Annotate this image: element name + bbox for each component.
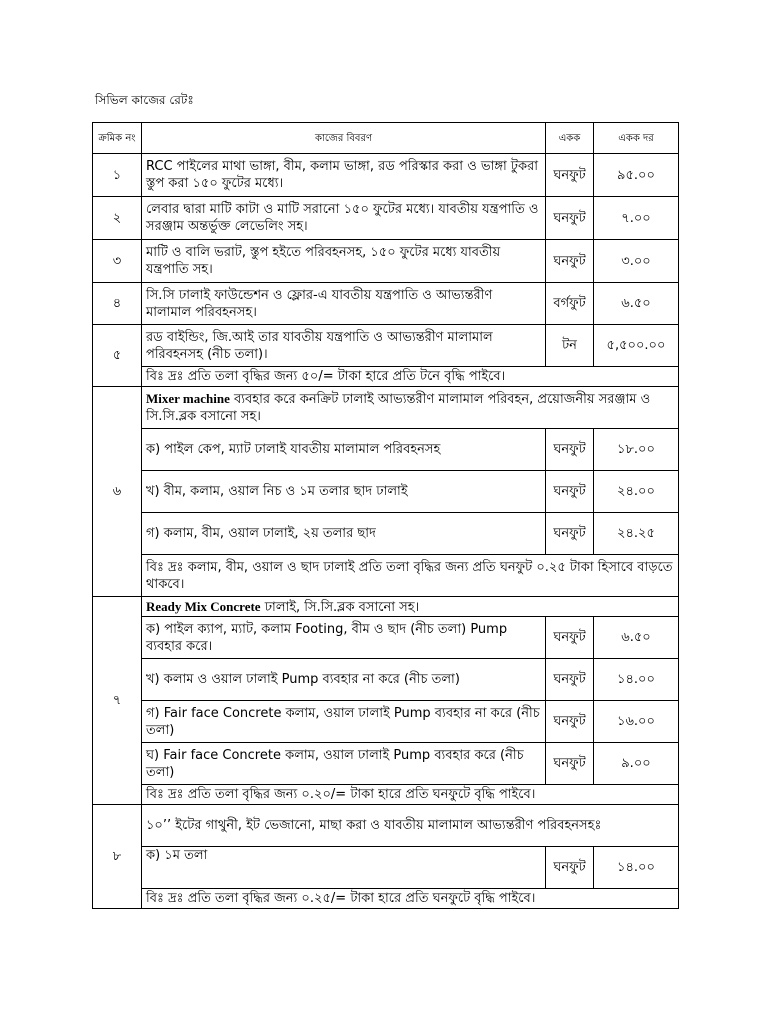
table-row bbox=[93, 743, 679, 785]
row-description: ঘ) Fair face Concrete কলাম, ওয়াল ঢালাই Pump ব্যবহার করে (নীচ তলা) bbox=[142, 743, 546, 785]
row-serial: ১ bbox=[93, 154, 142, 197]
section-heading-bold: Ready Mix Concrete bbox=[146, 598, 261, 614]
row-rate: ১৪.০০ bbox=[594, 659, 679, 701]
row-serial: ৫ bbox=[93, 325, 142, 387]
rate-table bbox=[92, 122, 679, 909]
row-serial: ৪ bbox=[93, 283, 142, 325]
row-description: লেবার দ্বারা মাটি কাটা ও মাটি সরানো ১৫০ ফুটের মধ্যে। যাবতীয় যন্ত্রপাতি ও সরঞ্জাম অন্তর্ভুক্ত লেভেলিং সহ। bbox=[142, 197, 546, 240]
row-unit: ঘনফুট bbox=[546, 513, 594, 555]
row-note: বিঃ দ্রঃ প্রতি তলা বৃদ্ধির জন্য ০.২৫/= টাকা হারে প্রতি ঘনফুটে বৃদ্ধি পাইবে। bbox=[142, 889, 679, 909]
row-rate: ৭.০০ bbox=[594, 197, 679, 240]
section-heading-text: ঢালাই, সি.সি.ব্লক বসানো সহ। bbox=[260, 599, 420, 615]
row-unit: ঘনফুট bbox=[546, 429, 594, 471]
row-unit: ঘনফুট bbox=[546, 617, 594, 659]
note-row bbox=[93, 889, 679, 909]
row-unit: ঘনফুট bbox=[546, 701, 594, 743]
table-row bbox=[93, 429, 679, 471]
row-unit: ঘনফুট bbox=[546, 154, 594, 197]
note-row bbox=[93, 367, 679, 387]
row-rate: ৬.৫০ bbox=[594, 617, 679, 659]
row-description: মাটি ও বালি ভরাট, স্তুপ হইতে পরিবহনসহ, ১৫০ ফুটের মধ্যে যাবতীয় যন্ত্রপাতি সহ। bbox=[142, 240, 546, 283]
row-description: গ) কলাম, বীম, ওয়াল ঢালাই, ২য় তলার ছাদ bbox=[142, 513, 546, 555]
row-description: সি.সি ঢালাই ফাউন্ডেশন ও ফ্লোর-এ যাবতীয় যন্ত্রপাতি ও আভ্যন্তরীণ মালামাল পরিবহনসহ। bbox=[142, 283, 546, 325]
table-row bbox=[93, 847, 679, 889]
row-description: খ) বীম, কলাম, ওয়াল নিচ ও ১ম তলার ছাদ ঢালাই bbox=[142, 471, 546, 513]
table-row bbox=[93, 154, 679, 197]
row-description: RCC পাইলের মাথা ভাঙ্গা, বীম, কলাম ভাঙ্গা, রড পরিস্কার করা ও ভাঙ্গা টুকরা স্তুপ করা ১৫০ ফুটের মধ্যে। bbox=[142, 154, 546, 197]
section-heading: ১০’’ ইটের গাথুনী, ইট ভেজানো, মাছা করা ও যাবতীয় মালামাল আভ্যন্তরীণ পরিবহনসহঃ bbox=[142, 805, 679, 847]
header-description: কাজের বিবরণ bbox=[142, 123, 546, 154]
section-heading-bold: Mixer machine bbox=[146, 391, 230, 406]
section-heading-row bbox=[93, 597, 679, 617]
row-note: বিঃ দ্রঃ প্রতি তলা বৃদ্ধির জন্য ০.২০/= টাকা হারে প্রতি ঘনফুটে বৃদ্ধি পাইবে। bbox=[142, 785, 679, 805]
table-row bbox=[93, 197, 679, 240]
row-rate: ১৪.০০ bbox=[594, 847, 679, 889]
table-row bbox=[93, 701, 679, 743]
table-row bbox=[93, 659, 679, 701]
row-serial: ৩ bbox=[93, 240, 142, 283]
row-serial: ৭ bbox=[93, 597, 142, 805]
row-rate: ১৬.০০ bbox=[594, 701, 679, 743]
row-note: বিঃ দ্রঃ কলাম, বীম, ওয়াল ও ছাদ ঢালাই প্রতি তলা বৃদ্ধির জন্য প্রতি ঘনফুট ০.২৫ টাকা হিসাবে বাড়তে থাকবে। bbox=[142, 555, 679, 597]
row-unit: ঘনফুট bbox=[546, 471, 594, 513]
row-unit: ঘনফুট bbox=[546, 847, 594, 889]
row-unit: ঘনফুট bbox=[546, 659, 594, 701]
row-description: রড বাইন্ডিং, জি.আই তার যাবতীয় যন্ত্রপাতি ও আভ্যন্তরীণ মালামাল পরিবহনসহ (নীচ তলা)। bbox=[142, 325, 546, 367]
row-description: ক) ১ম তলা bbox=[142, 847, 546, 889]
row-description: ক) পাইল ক্যাপ, ম্যাট, কলাম Footing, বীম ও ছাদ (নীচ তলা) Pump ব্যবহার করে। bbox=[142, 617, 546, 659]
row-unit: টন bbox=[546, 325, 594, 367]
header-serial: ক্রমিক নং bbox=[93, 123, 142, 154]
row-unit: ঘনফুট bbox=[546, 240, 594, 283]
row-rate: ২৪.২৫ bbox=[594, 513, 679, 555]
header-rate: একক দর bbox=[594, 123, 679, 154]
row-rate: ৯৫.০০ bbox=[594, 154, 679, 197]
row-unit: ঘনফুট bbox=[546, 743, 594, 785]
section-heading-row bbox=[93, 805, 679, 847]
row-rate: ৬.৫০ bbox=[594, 283, 679, 325]
row-note: বিঃ দ্রঃ প্রতি তলা বৃদ্ধির জন্য ৫০/= টাকা হারে প্রতি টনে বৃদ্ধি পাইবে। bbox=[142, 367, 679, 387]
row-description: ক) পাইল কেপ, ম্যাট ঢালাই যাবতীয় মালামাল পরিবহনসহ bbox=[142, 429, 546, 471]
row-unit: ঘনফুট bbox=[546, 197, 594, 240]
table-row bbox=[93, 471, 679, 513]
table-row bbox=[93, 240, 679, 283]
document-title: সিভিল কাজের রেটঃ bbox=[95, 93, 194, 107]
row-serial: ২ bbox=[93, 197, 142, 240]
row-serial: ৮ bbox=[93, 805, 142, 909]
note-row bbox=[93, 785, 679, 805]
row-unit: বর্গফুট bbox=[546, 283, 594, 325]
section-heading bbox=[142, 387, 679, 429]
table-row bbox=[93, 513, 679, 555]
row-rate: ২৪.০০ bbox=[594, 471, 679, 513]
row-description: খ) কলাম ও ওয়াল ঢালাই Pump ব্যবহার না করে (নীচ তলা) bbox=[142, 659, 546, 701]
row-serial: ৬ bbox=[93, 387, 142, 597]
table-header-row bbox=[93, 123, 679, 154]
row-rate: ৩.০০ bbox=[594, 240, 679, 283]
row-rate: ৫,৫০০.০০ bbox=[594, 325, 679, 367]
note-row bbox=[93, 555, 679, 597]
section-heading-row bbox=[93, 387, 679, 429]
row-rate: ১৮.০০ bbox=[594, 429, 679, 471]
section-heading bbox=[142, 597, 679, 617]
header-unit: একক bbox=[546, 123, 594, 154]
section-heading-text: ব্যবহার করে কনক্রিট ঢালাই আভ্যন্তরীণ মালামাল পরিবহন, প্রয়োজনীয় সরঞ্জাম ও সি.সি.ব্লক বসানো সহ। bbox=[146, 392, 651, 424]
table-row bbox=[93, 325, 679, 367]
table-row bbox=[93, 283, 679, 325]
table-row bbox=[93, 617, 679, 659]
row-description: গ) Fair face Concrete কলাম, ওয়াল ঢালাই Pump ব্যবহার না করে (নীচ তলা) bbox=[142, 701, 546, 743]
row-rate: ৯.০০ bbox=[594, 743, 679, 785]
